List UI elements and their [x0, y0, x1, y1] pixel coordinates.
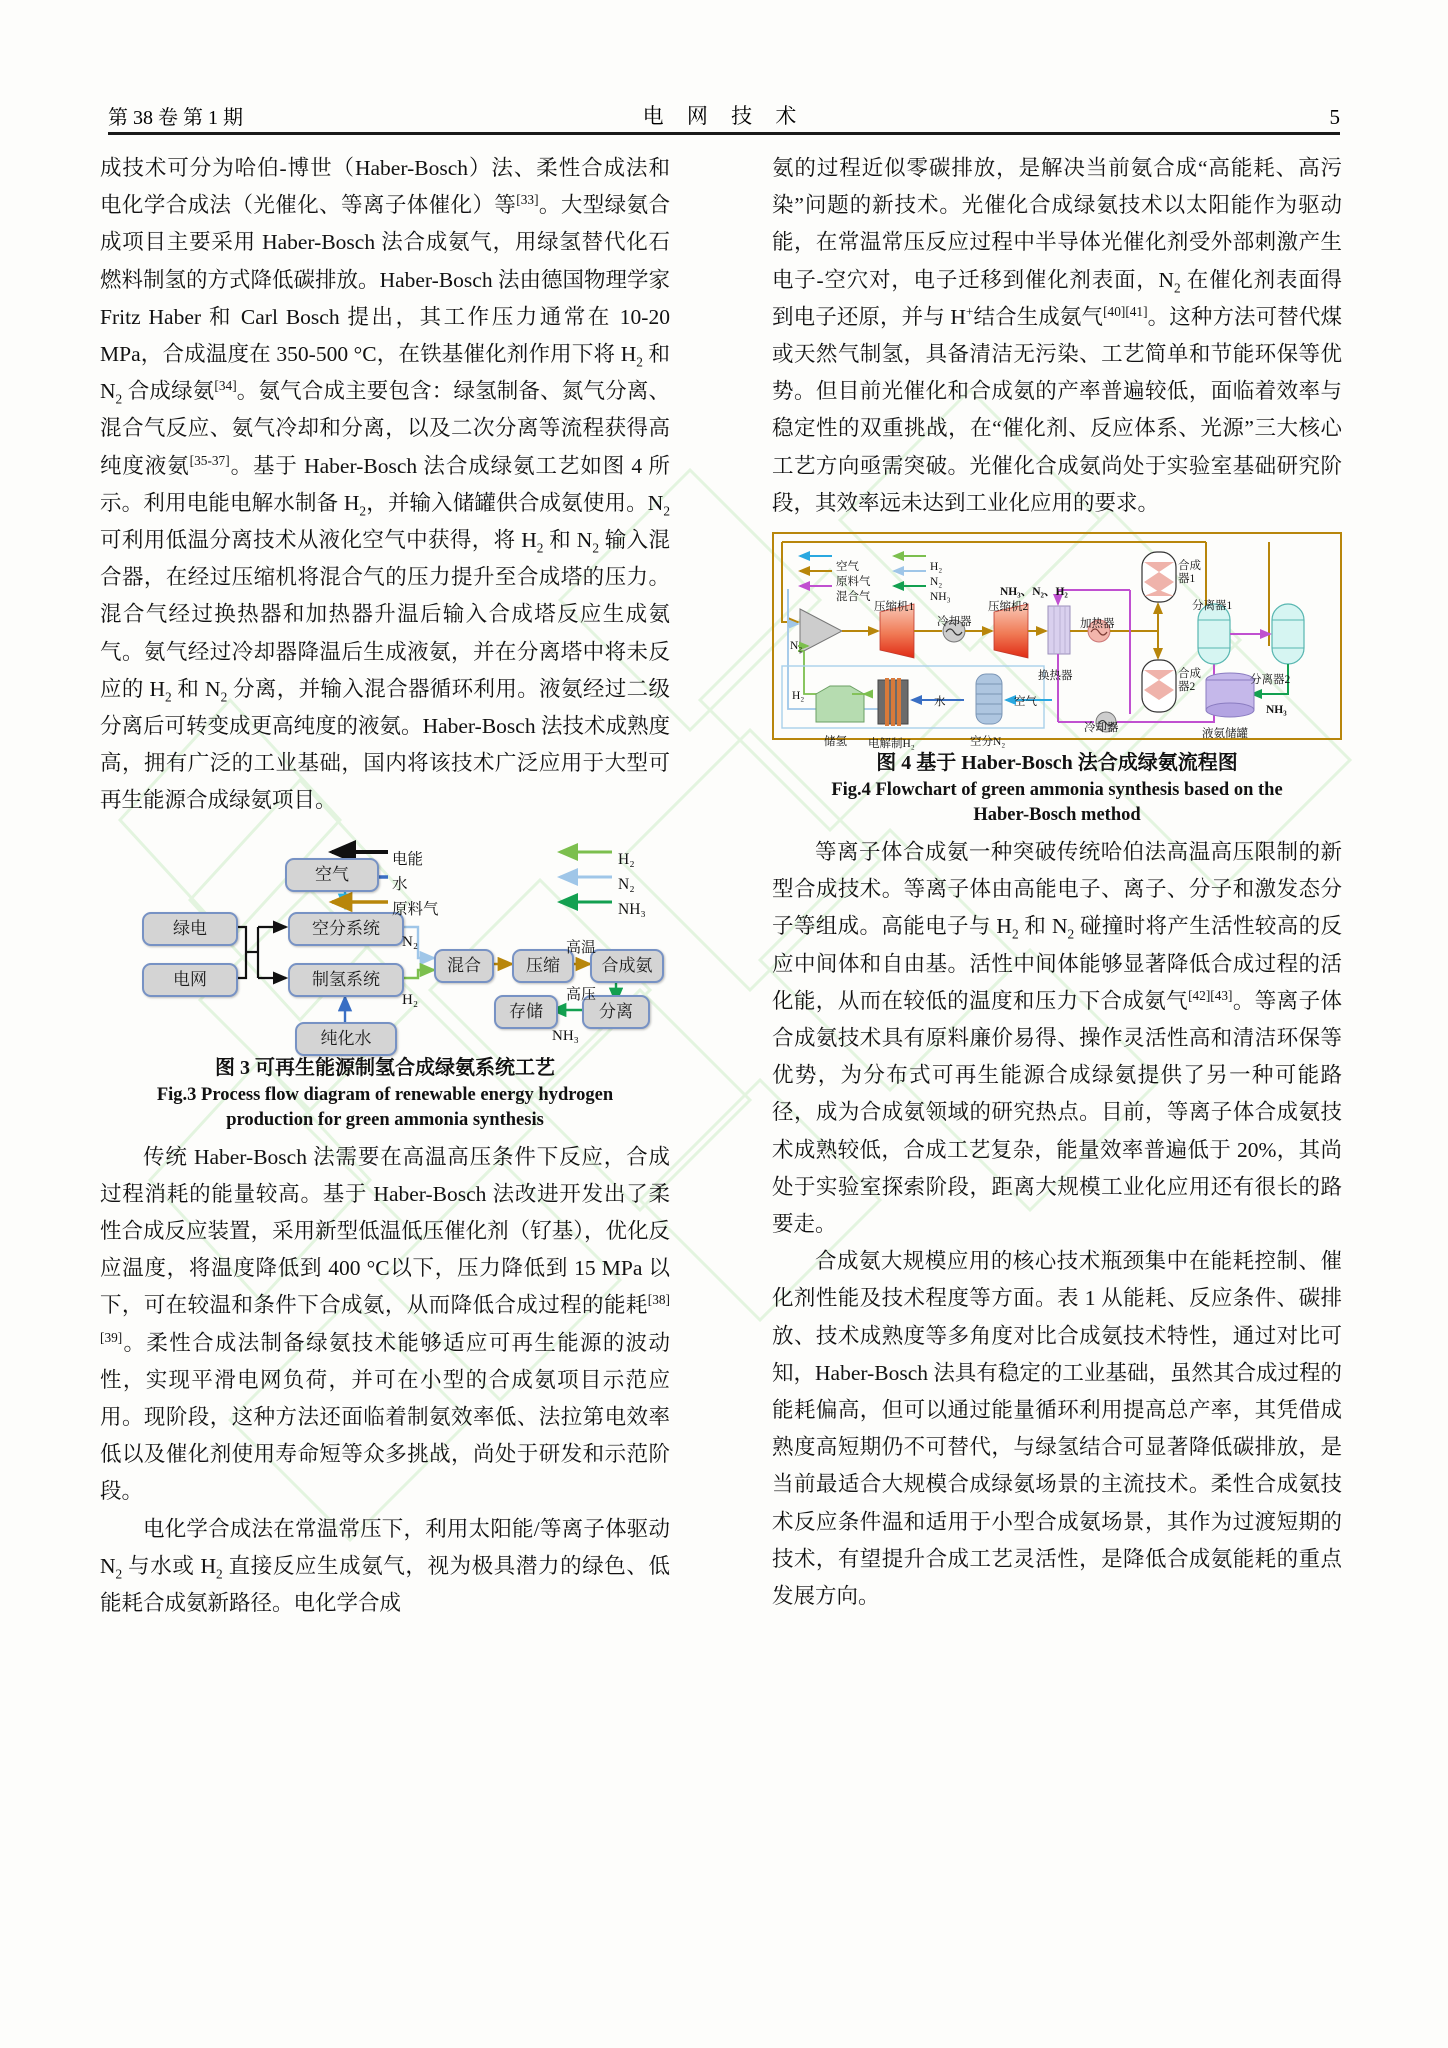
fig4-label-cooler-top: 冷却器	[937, 616, 972, 629]
fig4-label-ammonia-tank: 液氨储罐	[1202, 728, 1248, 741]
fig4-legend-nh3: NH₃	[930, 591, 951, 604]
fig3-legend-h2: H₂	[618, 850, 635, 868]
paragraph-left-2: 传统 Haber-Bosch 法需要在高温高压条件下反应，合成过程消耗的能量较高。基于 Haber-Bosch 法改进开发出了柔性合成反应装置，采用新型低温低压催化剂（钌基），优化反应温度，将温度降低到 400 °C以下，压力降低到 15 MPa 以下，可在较温和条件下合成氨，从而降低合成过程的能耗[38][39]。柔性合成法制备绿氨技术能够适应可再生能源的波动性，实现平滑电网负荷，并可在小型的合成氨项目示范应用。现阶段，这种方法还面临着制氨效率低、法拉第电效率低以及催化剂使用寿命短等众多挑战，尚处于研发和示范阶段。	[100, 1144, 670, 1504]
fig4-stream-h2: H₂	[792, 690, 805, 703]
fig4-label-compressor2: 压缩机2	[988, 601, 1029, 614]
page-header	[108, 96, 1340, 130]
fig4-label-heater: 加热器	[1080, 618, 1115, 631]
fig4-stream-n2: N₂	[790, 640, 803, 653]
fig3-box-compression: 压缩	[512, 949, 574, 983]
fig4-stream-air: 空气	[1014, 696, 1037, 709]
figure-4-diagram	[772, 532, 1342, 751]
figure-3-caption-cn: 图 3 可再生能源制氢合成绿氨系统工艺	[215, 1056, 555, 1079]
fig3-legend-nh3: NH₃	[618, 900, 646, 918]
fig4-label-heat-exchanger: 换热器	[1038, 670, 1073, 683]
fig3-legend-electricity: 电能	[392, 850, 424, 868]
figure-3-caption-en-line1: Fig.3 Process flow diagram of renewable energy hydrogen	[156, 1084, 614, 1105]
paragraph-left-1: 成技术可分为哈伯-博世（Haber-Bosch）法、柔性合成法和电化学合成法（光催化、等离子体催化）等[33]。大型绿氨合成项目主要采用 Haber-Bosch 法合成氨气，用绿氢替代化石燃料制氢的方式降低碳排放。Haber-Bosch 法由德国物理学家 Fritz Haber 和 Carl Bosch 提出，其工作压力通常在 10-20 MPa，合成温度在 350-500 °C，在铁基催化剂作用下将 $H_2$ 和 $N_2$ 合成绿氨[34]。氨气合成主要包含：绿氢制备、氮气分离、混合气反应、氨气冷却和分离，以及二次分离等流程获得高纯度液氨[35-37]。基于 Haber-Bosch 法合成绿氨工艺如图 4 所示。利用电能电解水制备 $H_2$，并输入储罐供合成氨使用。$N_2$ 可利用低温分离技术从液化空气中获得，将 $H_2$ 和 $N_2$ 输入混合器，在经过压缩机将混合气的压力提升至合成塔的压力。混合气经过换热器和加热器升温后输入合成塔反应生成氨气。氨气经过冷却器降温后生成液氨，并在分离塔中将未反应的 $H_2$ 和 $N_2$ 分离，并输入混合器循环利用。液氨经过二级分离后可转变成更高纯度的液氨。Haber-Bosch 法技术成熟度高，拥有广泛的工业基础，国内将该技术广泛应用于大型可再生能源合成绿氨项目。	[100, 156, 671, 813]
fig3-edge-label-h2: H₂	[402, 991, 419, 1008]
figure-4-caption-en-line1: Fig.4 Flowchart of green ammonia synthesis based on the	[831, 780, 1283, 801]
fig3-box-hydrogen-production: 制氢系统	[288, 963, 404, 997]
fig3-box-separation: 分离	[582, 995, 650, 1029]
figure-3-caption-en-line2: production for green ammonia synthesis	[226, 1109, 544, 1130]
fig4-label-reactor2: 合成 器2	[1178, 668, 1201, 694]
fig4-legend-feed-gas: 原料气	[836, 576, 871, 589]
volume-issue: 第 38 卷 第 1 期	[108, 107, 243, 129]
fig4-label-separator2: 分离器2	[1250, 674, 1291, 687]
figure-4-block	[772, 532, 1342, 828]
journal-title: 电 网 技 术	[642, 104, 806, 128]
fig3-legend-n2: N₂	[618, 875, 635, 893]
fig4-label-compressor1: 压缩机1	[874, 601, 915, 614]
figure-3-diagram	[100, 830, 670, 1049]
figure-4-caption-cn: 图 4 基于 Haber-Bosch 法合成绿氨流程图	[876, 752, 1238, 775]
page-number: 5	[1329, 105, 1340, 129]
figure-4-caption-en-line2: Haber-Bosch method	[973, 805, 1141, 826]
fig3-box-air-separation: 空分系统	[288, 912, 404, 946]
fig4-stream-mixed: NH₃、N₂、H₂	[1000, 586, 1068, 599]
paragraph-right-3: 合成氨大规模应用的核心技术瓶颈集中在能耗控制、催化剂性能及技术程度等方面。表 1 从能耗、反应条件、碳排放、技术成熟度等多角度对比合成氨技术特性，通过对比可知，Haber-Bosch 法具有稳定的工业基础，虽然其合成过程的能耗偏高，但可以通过能量循环利用提高总产率，其凭借成熟度高短期仍不可替代，与绿氢结合可显著降低碳排放，是当前最适合大规模合成绿氨场景的主流技术。柔性合成氨技术反应条件温和适用于小型合成氨场景，其作为过渡短期的技术，有望提升合成工艺灵活性，是降低合成氨能耗的重点发展方向。	[772, 1249, 1342, 1609]
fig3-box-air: 空气	[285, 858, 379, 892]
fig3-box-purified-water: 纯化水	[295, 1022, 397, 1056]
fig3-box-storage: 存储	[494, 995, 558, 1029]
fig3-box-grid: 电网	[142, 963, 238, 997]
fig4-stream-nh3: NH₃	[1266, 704, 1287, 717]
fig4-label-separator1: 分离器1	[1192, 600, 1233, 613]
left-column	[100, 150, 670, 1622]
fig3-edge-label-nh3: NH₃	[552, 1027, 579, 1044]
fig4-legend-h2: H₂	[930, 561, 943, 574]
fig4-legend-air: 空气	[836, 561, 859, 574]
fig4-label-cooler-bottom: 冷却器	[1084, 722, 1119, 735]
right-column	[772, 150, 1342, 1615]
fig3-box-mixing: 混合	[434, 949, 494, 983]
paragraph-left-3: 电化学合成法在常温常压下，利用太阳能/等离子体驱动 $N_2$ 与水或 $H_2$ 直接反应生成氨气，视为极具潜力的绿色、低能耗合成氨新路径。电化学合成	[100, 1516, 670, 1616]
fig3-box-green-power: 绿电	[142, 912, 238, 946]
fig3-edge-label-high-temp: 高温	[566, 939, 597, 956]
figure-3-block	[100, 830, 670, 1133]
fig4-stream-water: 水	[934, 696, 946, 709]
header-rule	[108, 132, 1340, 135]
fig4-legend-n2: N₂	[930, 576, 943, 589]
paragraph-right-1: 氨的过程近似零碳排放，是解决当前氨合成“高能耗、高污染”问题的新技术。光催化合成绿氨技术以太阳能作为驱动能，在常温常压反应过程中半导体光催化剂受外部刺激产生电子-空穴对，电子迁移到催化剂表面，$N_2$ 在催化剂表面得到电子还原，并与 H+结合生成氨气[40][41]。这种方法可替代煤或天然气制氢，具备清洁无污染、工艺简单和节能环保等优势。但目前光催化和合成氨的产率普遍较低，面临着效率与稳定性的双重挑战，在“催化剂、反应体系、光源”三大核心工艺方向亟需突破。光催化合成氨尚处于实验室基础研究阶段，其效率远未达到工业化应用的要求。	[772, 156, 1342, 515]
fig4-label-hydrogen-storage: 储氢	[824, 736, 847, 749]
fig3-edge-label-n2: N₂	[402, 933, 419, 950]
paragraph-right-2: 等离子体合成氨一种突破传统哈伯法高温高压限制的新型合成技术。等离子体由高能电子、离子、分子和激发态分子等组成。高能电子与 $H_2$ 和 $N_2$ 碰撞时将产生活性较高的反应中间体和自由基。活性中间体能够显著降低合成过程的活化能，从而在较低的温度和压力下合成氨气[42][43]。等离子体合成氨技术具有原料廉价易得、操作灵活性高和清洁环保等优势，为分布式可再生能源合成绿氨提供了另一种可能路径，成为合成氨领域的研究热点。目前，等离子体合成氨技术成熟较低，合成工艺复杂，能量效率普遍低于 20%，其尚处于实验室探索阶段，距离大规模工业化应用还有很长的路要走。	[772, 840, 1343, 1237]
fig4-label-electrolyzer: 电解制H₂	[868, 738, 915, 751]
fig3-legend-water: 水	[392, 875, 408, 893]
fig4-label-reactor1: 合成 器1	[1178, 560, 1201, 586]
fig3-legend-feed-gas: 原料气	[392, 900, 439, 918]
fig3-box-synthesis: 合成氨	[590, 949, 664, 983]
fig4-label-air-separation-unit: 空分N₂	[970, 736, 1006, 749]
fig3-edge-label-high-pressure: 高压	[566, 986, 597, 1003]
fig4-legend-mixed-gas: 混合气	[836, 591, 871, 604]
